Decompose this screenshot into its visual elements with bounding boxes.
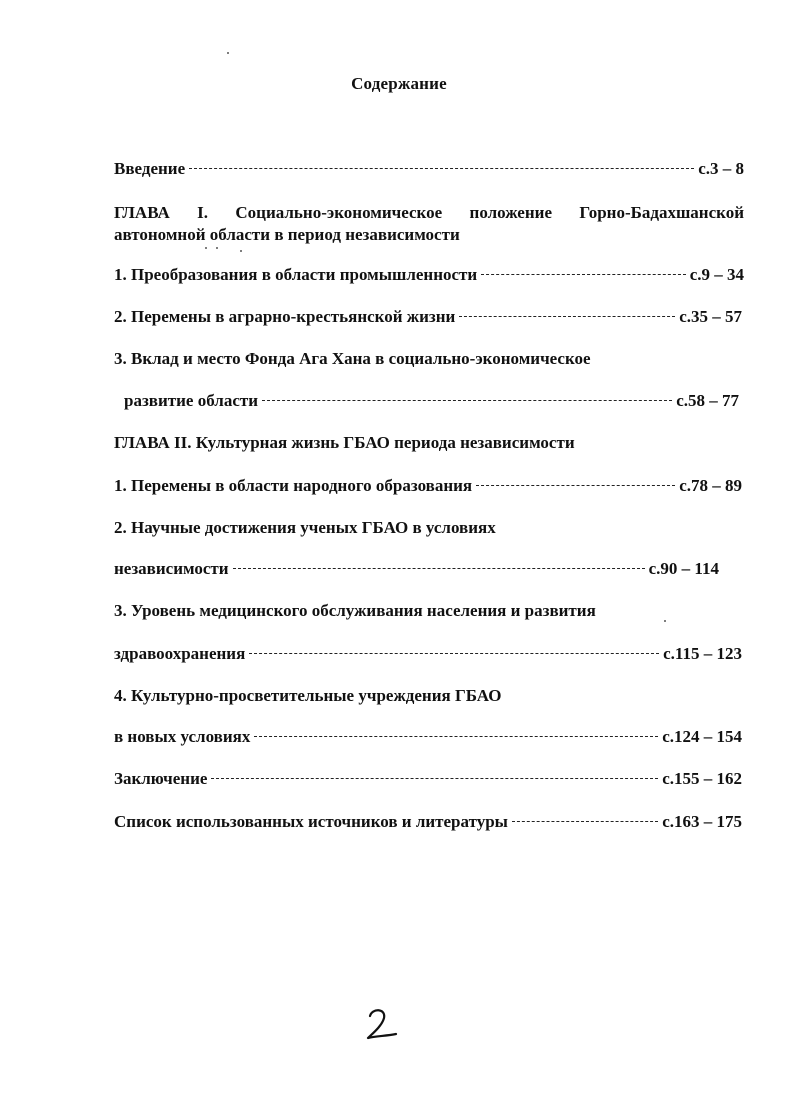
toc-entry-culture — [114, 727, 742, 747]
toc-entry-introduction — [114, 159, 744, 179]
toc-entry-medicine-line1: 3. Уровень медицинского обслуживания населения и развития — [114, 601, 596, 620]
toc-entry-page: с.124 – 154 — [662, 727, 742, 746]
scan-speck — [240, 250, 242, 252]
chapter-2-heading: ГЛАВА II. Культурная жизнь ГБАО периода независимости — [114, 433, 575, 452]
toc-entry-page: с.163 – 175 — [662, 812, 742, 831]
toc-entry-culture-line1: 4. Культурно-просветительные учреждения ГБАО — [114, 686, 502, 705]
toc-entry-industry — [114, 265, 744, 285]
toc-entry-page: с.78 – 89 — [679, 476, 742, 495]
page-number-text: 2 — [362, 1006, 363, 1007]
handwritten-page-number — [362, 1006, 402, 1042]
leader-dots — [189, 167, 694, 169]
chapter-1-heading: ГЛАВА I. Социально-экономическое положение Горно-Бадахшанской автономной области в период независимости — [114, 203, 744, 244]
toc-entry-education — [114, 476, 742, 496]
toc-entry-label: Заключение — [114, 769, 208, 788]
toc-entry-bibliography — [114, 812, 742, 832]
toc-entry-agrarian — [114, 307, 742, 327]
toc-entry-medicine — [114, 644, 742, 664]
leader-dots — [233, 567, 645, 569]
toc-entry-aga-khan — [124, 391, 739, 411]
toc-entry-science — [114, 559, 719, 579]
toc-entry-label: развитие области — [124, 391, 259, 410]
toc-entry-page: с.115 – 123 — [663, 644, 742, 663]
toc-entry-label: Список использованных источников и литературы — [114, 812, 508, 831]
toc-entry-page: с.58 – 77 — [676, 391, 739, 410]
scan-speck — [205, 247, 207, 249]
toc-entry-science-line1: 2. Научные достижения ученых ГБАО в условиях — [114, 518, 496, 537]
leader-dots — [476, 484, 675, 486]
toc-entry-page: с.155 – 162 — [662, 769, 742, 788]
leader-dots — [249, 652, 659, 654]
toc-entry-label: 1. Преобразования в области промышленности — [114, 265, 478, 284]
toc-entry-aga-khan-line1: 3. Вклад и место Фонда Ага Хана в социально-экономическое — [114, 349, 591, 368]
toc-entry-label: 2. Перемены в аграрно-крестьянской жизни — [114, 307, 456, 326]
toc-entry-label: Введение — [114, 159, 186, 178]
toc-entry-label: в новых условиях — [114, 727, 251, 746]
toc-entry-page: с.35 – 57 — [679, 307, 742, 326]
scan-speck — [227, 52, 229, 54]
toc-entry-label: здравоохранения — [114, 644, 246, 663]
scan-speck — [664, 620, 666, 622]
toc-entry-page: с.3 – 8 — [698, 159, 744, 178]
leader-dots — [211, 777, 658, 779]
toc-entry-page: с.9 – 34 — [689, 265, 744, 284]
leader-dots — [481, 273, 686, 275]
toc-entry-conclusion — [114, 769, 742, 789]
toc-entry-label: независимости — [114, 559, 229, 578]
scan-speck — [216, 247, 218, 249]
toc-entry-page: с.90 – 114 — [648, 559, 719, 578]
leader-dots — [254, 735, 658, 737]
leader-dots — [512, 820, 658, 822]
toc-title: Содержание — [351, 74, 447, 93]
leader-dots — [262, 399, 672, 401]
leader-dots — [459, 315, 675, 317]
toc-entry-label: 1. Перемены в области народного образования — [114, 476, 473, 495]
